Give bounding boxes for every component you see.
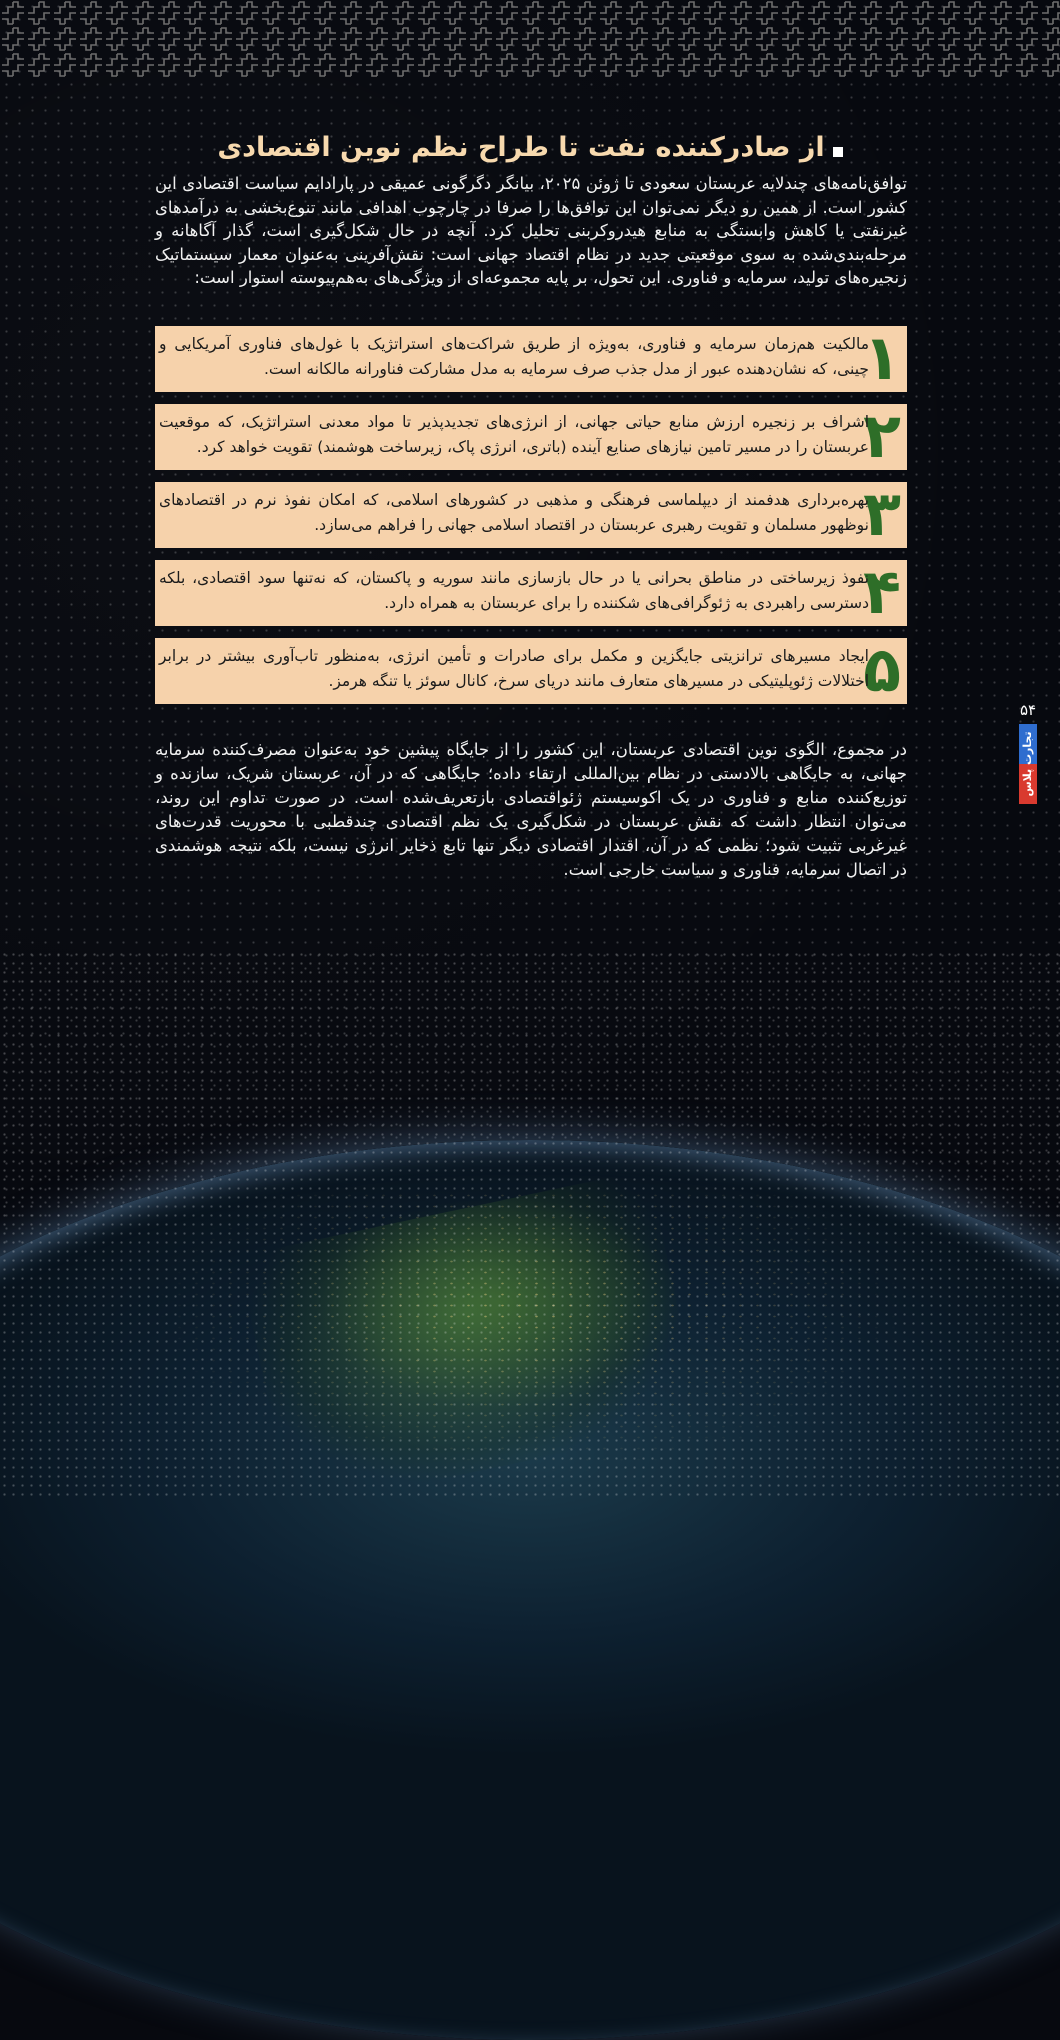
dot-overlay	[0, 950, 1060, 1500]
magazine-tag	[1019, 724, 1037, 804]
title-container	[0, 128, 1060, 168]
page-sidebar	[1008, 700, 1048, 804]
item-text: بهره‌برداری هدفمند از دیپلماسی فرهنگی و مذهبی در کشورهای اسلامی، که امکان نفوذ نرم در اقتصادهای نوظهور مسلمان و تقویت رهبری عربستان در اقتصاد اسلامی جهانی را فراهم می‌سازد.	[159, 491, 869, 534]
item-number: ۴	[863, 555, 901, 628]
item-text: نفوذ زیرساختی در مناطق بحرانی یا در حال بازسازی مانند سوریه و پاکستان، که نه‌تنها سود اقتصادی، بلکه دسترسی راهبردی به ژئوگرافی‌های شکننده را برای عربستان به همراه دارد.	[159, 569, 869, 612]
intro-paragraph: توافق‌نامه‌های چندلایه عربستان سعودی تا ژوئن ۲۰۲۵، بیانگر دگرگونی عمیقی در پارادایم سیاست اقتصادی این کشور است. از همین رو دیگر نمی‌توان این توافق‌ها را صرفا در چارچوب اهدافی مانند تنوع‌بخشی به درآمدهای غیرنفتی یا کاهش وابستگی به منابع هیدروکربنی تحلیل کرد. آنچه در حال شکل‌گیری است، گذار آگاهانه و مرحله‌بندی‌شده به سوی موقعیتی جدید در نظام اقتصاد جهانی است: نقش‌آفرینی به‌عنوان معمار سیستماتیک زنجیره‌های تولید، سرمایه و فناوری. این تحول، بر پایه مجموعه‌ای از ویژگی‌های به‌هم‌پیوسته استوار است:	[155, 174, 908, 287]
item-number: ۵	[863, 633, 901, 706]
item-number: ۲	[863, 399, 901, 472]
item-text: اشراف بر زنجیره ارزش منابع حیاتی جهانی، از انرژی‌های تجدیدپذیر تا مواد معدنی استراتژیک، که موقعیت عربستان را در مسیر تامین نیازهای صنایع آینده (باتری، انرژی پاک، زیرساخت هوشمند) تقویت خواهد کرد.	[159, 413, 869, 456]
item-text: ایجاد مسیرهای ترانزیتی جایگزین و مکمل برای صادرات و تأمین انرژی، به‌منظور تاب‌آوری بیشتر در برابر اختلالات ژئوپلیتیکی در مسیرهای متعارف مانند دریای سرخ، کانال سوئز یا تنگه هرمز.	[159, 647, 869, 690]
item-number: ۳	[863, 477, 901, 550]
list-item	[155, 633, 907, 706]
section-title: از صادرکننده نفت تا طراح نظم نوین اقتصادی	[217, 132, 825, 163]
list-item	[155, 477, 907, 550]
list-item	[155, 555, 907, 628]
item-text: مالکیت هم‌زمان سرمایه و فناوری، به‌ویژه از طریق شراکت‌های استراتژیک با غول‌های فناوری آمریکایی و چینی، که نشان‌دهنده عبور از مدل جذب صرف سرمایه به مدل مشارکت فناورانه مالکانه است.	[159, 335, 869, 378]
conclusion-paragraph: در مجموع، الگوی نوین اقتصادی عربستان، این کشور را از جایگاه پیشین خود به‌عنوان مصرف‌کننده سرمایه جهانی، به جایگاهی بالادستی در نظام بین‌المللی ارتقاء داده؛ جایگاهی که در آن، عربستان شریک، سازنده و توزیع‌کننده منابع و فناوری در یک اکوسیستم ژئواقتصادی بازتعریف‌شده است. در صورت تداوم این روند، می‌توان انتظار داشت که نقش عربستان در شکل‌گیری یک نظم اقتصادی چندقطبی با محوریت قدرت‌های غیرغربی تثبیت شود؛ نظمی که در آن، اقتدار اقتصادی دیگر تنها تابع ذخایر انرژی نیست، بلکه نتیجه هوشمندی در اتصال سرمایه، فناوری و سیاست خارجی است.	[155, 740, 907, 879]
list-item	[155, 321, 907, 394]
page-number: ۵۴	[1019, 701, 1037, 719]
geometric-pattern-border	[0, 0, 1060, 78]
magazine-name: تجارت پلاس	[1021, 731, 1034, 797]
item-number: ۱	[863, 321, 901, 394]
square-bullet-icon	[833, 147, 843, 157]
list-item	[155, 399, 907, 472]
